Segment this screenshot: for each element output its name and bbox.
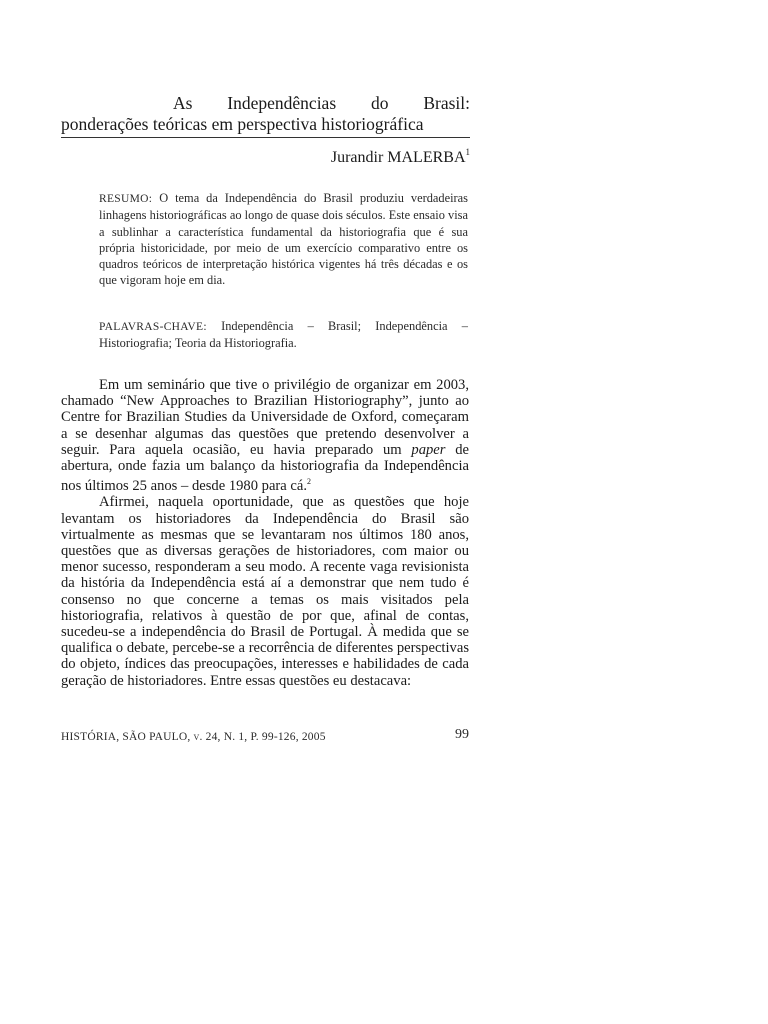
page-number: 99 <box>455 727 469 742</box>
article-title <box>61 93 470 138</box>
keywords-text: Independência – Brasil; Independência – Historiografia; Teoria da Historiografia. <box>99 319 468 351</box>
abstract <box>99 190 468 289</box>
footnote-mark-2: 2 <box>307 477 312 487</box>
paragraph-1-part-b: de abertura, onde fazia um balanço da historiografia da Independência nos últimos 25 anos – desde 1980 para cá. <box>61 441 469 495</box>
paragraph-1-part-a: Em um seminário que tive o privilégio de organizar em 2003, chamado “New Approaches to Brazilian Historiography”, junto ao Centre for Brazilian Studies da Universidade de Oxford, começaram a se desenhar algumas das questões que pretendo desenvolver a seguir. Para aquela ocasião, eu havia preparado um <box>61 377 469 458</box>
page-footer <box>61 729 469 745</box>
abstract-text: O tema da Independência do Brasil produziu verdadeiras linhagens historiográficas ao longo de quase dois séculos. Este ensaio visa a sublinhar a característica fundamental da historiografia que é sua própria historicidade, por meio de um exercício comparativo entre os quadros teóricos de interpretação histórica vigentes há três décadas e os que vigoram hoje em dia. <box>99 191 468 288</box>
keywords-label: PALAVRAS-CHAVE: <box>99 321 207 333</box>
article-body <box>61 377 469 689</box>
abstract-label: RESUMO: <box>99 193 153 205</box>
title-line-1: As Independências do Brasil: <box>173 93 470 113</box>
author-line <box>61 142 470 168</box>
body-paragraph-1 <box>61 377 469 494</box>
body-paragraph-2: Afirmei, naquela oportunidade, que as questões que hoje levantam os historiadores da Independência do Brasil são virtualmente as mesmas que se levantaram nos últimos 180 anos, questões que as diversas gerações de historiadores, com maior ou menor sucesso, responderam a seu modo. A recente vaga revisionista da história da Independência está aí a demonstrar que nem tudo é consenso no que concerne a temas os mais visitados pela historiografia, relativos à questão de por que, afinal de contas, sucedeu-se a independência do Brasil de Portugal. À medida que se qualifica o debate, percebe-se a recorrência de diferentes perspectivas do objeto, índices das preocupações, interesses e habilidades de cada geração de historiadores. Entre essas questões eu destacava: <box>61 494 469 689</box>
paragraph-1-italic-term: paper <box>411 441 446 458</box>
title-line-2: ponderações teóricas em perspectiva historiográfica <box>61 114 424 134</box>
author-name: Jurandir MALERBA <box>330 149 466 166</box>
keywords <box>99 318 468 352</box>
author-footnote-mark: 1 <box>465 147 470 157</box>
journal-citation: HISTÓRIA, SÃO PAULO, v. 24, N. 1, P. 99-126, 2005 <box>61 731 326 743</box>
